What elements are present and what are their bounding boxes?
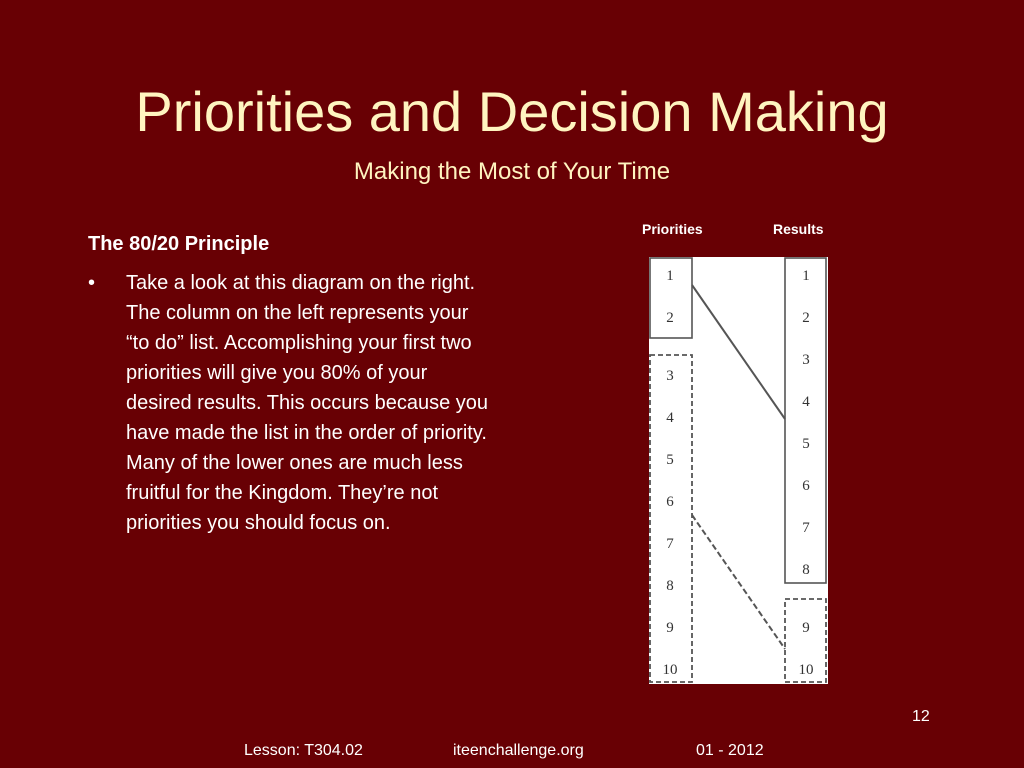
bullet-text: Take a look at this diagram on the right. The column on the left represents your “to do” list. Accomplishing your first two priorities will give you 80% of your desired results. This occurs because you have made the list in the order of priority. Many of the lower ones are much less fruitful for the Kingdom. They’re not priorities you should focus on. bbox=[126, 272, 489, 534]
result-number-8: 8 bbox=[802, 562, 810, 578]
result-number-9: 9 bbox=[802, 620, 810, 636]
priority-number-7: 7 bbox=[666, 536, 674, 552]
page-number: 12 bbox=[912, 708, 930, 725]
footer-date: 01 - 2012 bbox=[696, 742, 764, 759]
results-column-label: Results bbox=[773, 221, 824, 237]
result-number-10: 10 bbox=[798, 662, 814, 678]
priority-number-9: 9 bbox=[666, 620, 674, 636]
result-number-3: 3 bbox=[802, 352, 810, 368]
80-20-diagram bbox=[649, 257, 828, 684]
footer-lesson: Lesson: T304.02 bbox=[244, 742, 363, 759]
slide-subtitle: Making the Most of Your Time bbox=[353, 158, 671, 185]
priority-number-1: 1 bbox=[666, 268, 674, 284]
footer-site: iteenchallenge.org bbox=[453, 742, 584, 759]
dashed-connector-line bbox=[692, 515, 785, 649]
priority-number-6: 6 bbox=[666, 494, 674, 510]
section-heading: The 80/20 Principle bbox=[88, 233, 270, 255]
result-number-7: 7 bbox=[802, 520, 810, 536]
priorities-column-label: Priorities bbox=[642, 221, 703, 237]
priority-number-4: 4 bbox=[666, 410, 674, 426]
result-number-5: 5 bbox=[802, 436, 810, 452]
slide-title: Priorities and Decision Making bbox=[135, 80, 889, 143]
priority-number-5: 5 bbox=[666, 452, 674, 468]
result-number-6: 6 bbox=[802, 478, 810, 494]
result-number-4: 4 bbox=[802, 394, 810, 410]
bullet-marker: • bbox=[88, 272, 96, 294]
result-number-2: 2 bbox=[802, 310, 810, 326]
solid-connector-line bbox=[692, 285, 785, 419]
priority-number-3: 3 bbox=[666, 368, 674, 384]
priority-number-8: 8 bbox=[666, 578, 674, 594]
priority-number-2: 2 bbox=[666, 310, 674, 326]
80-20-diagram-svg bbox=[649, 257, 828, 684]
priority-number-10: 10 bbox=[662, 662, 678, 678]
result-number-1: 1 bbox=[802, 268, 810, 284]
